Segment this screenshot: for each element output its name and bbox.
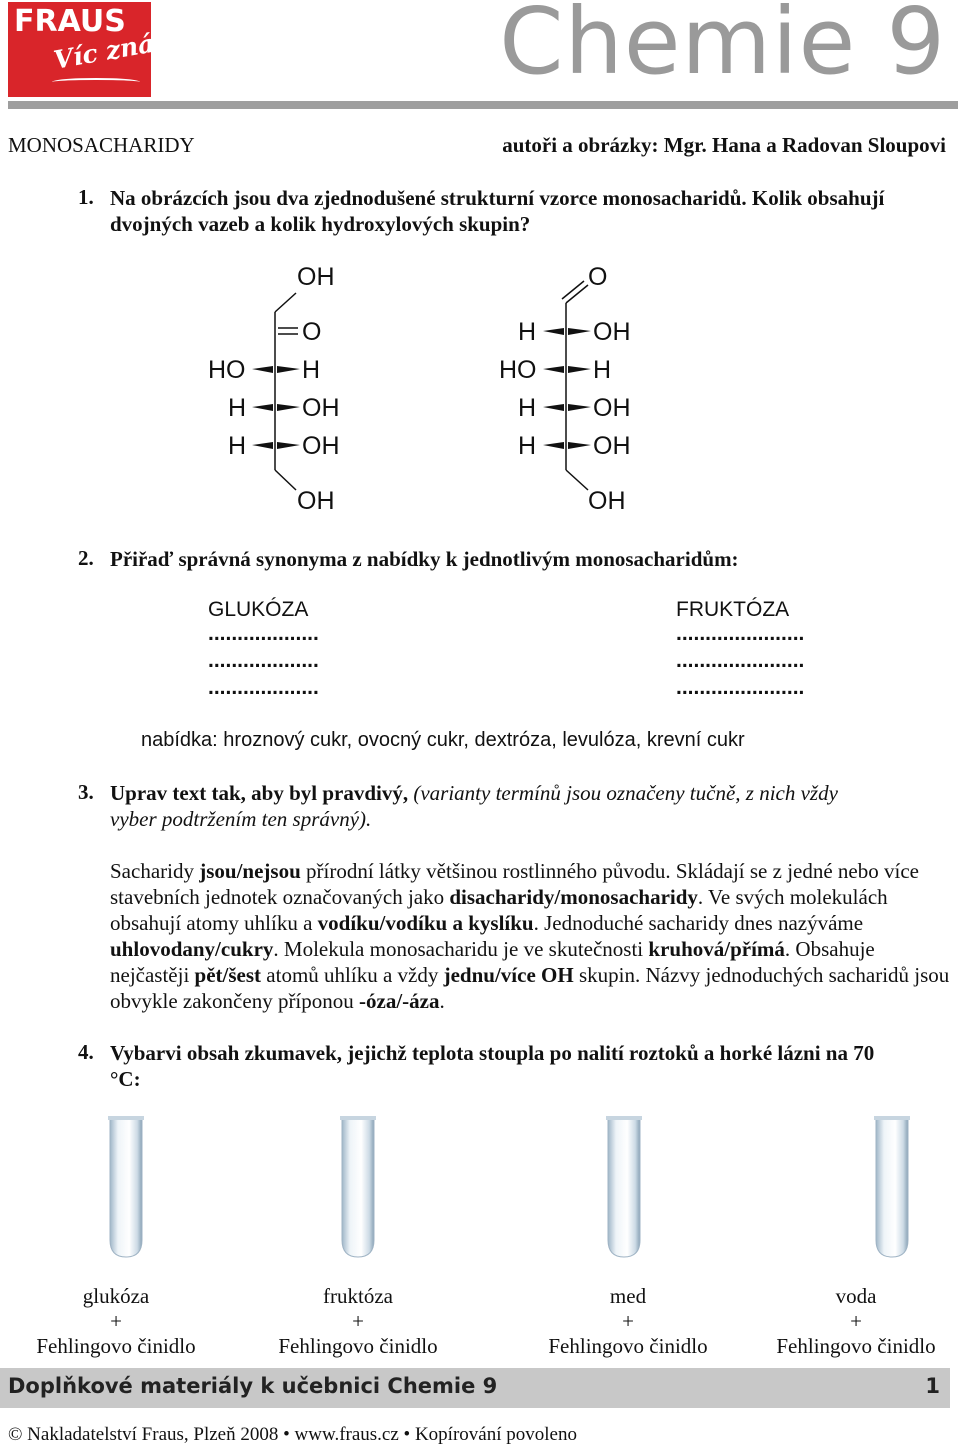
fructose-heading: FRUKTÓZA [676,598,790,621]
mol2-row4-right: OH [593,432,631,460]
mol1-row1-right: H [302,356,321,384]
q3-number: 3. [78,780,94,804]
mol2-top-group: O [588,263,608,291]
book-title: Chemie 9 [499,0,946,95]
tube-label-fructose [258,1284,458,1359]
q3-paragraph [110,858,950,1014]
test-tube-glucose[interactable] [108,1116,144,1257]
test-tube-fructose[interactable] [340,1116,376,1257]
mol2-row4-left: H [518,432,537,460]
copyright: © Nakladatelství Fraus, Plzeň 2008 • www.fraus.cz • Kopírování povoleno [8,1424,577,1445]
mol2-row1-left: H [518,318,537,346]
mol2-row3-left: H [518,394,537,422]
molecule-bonds [0,0,960,540]
mol1-carbonyl: O [302,318,322,346]
q1-text: Na obrázcích jsou dva zjednodušené strukturní vzorce monosacharidů. Kolik obsahují dvojných vazeb a kolik hydroxylových skupin? [110,186,885,236]
glucose-answer-line-3[interactable]: ................... [208,676,319,699]
tube-label-honey [528,1284,728,1359]
q3-choice-jednu-vice[interactable]: jednu/více OH [443,963,574,987]
mol2-row2-right: H [593,356,612,384]
q3-text-segment: . Jednoduché sacharidy dnes nazýváme [533,911,864,935]
tube-label-water [756,1284,956,1359]
mol1-row1-left: HO [208,356,246,384]
mol2-row2-left: HO [499,356,537,384]
page-number: 1 [925,1374,940,1398]
glucose-answer-line-1[interactable]: ................... [208,622,319,645]
q3-choice-kruhova[interactable]: kruhová/přímá [648,937,785,961]
q2-number: 2. [78,546,94,570]
mol2-bottom-group: OH [588,487,626,515]
q3-text-segment: . Molekula monosacharidu je ve skutečnosti [273,937,649,961]
mol2-row3-right: OH [593,394,631,422]
q3-text-segment: . Ve svých molekulách obsahují atomy uhlíku a [110,885,888,935]
logo-slogan: Víc znát [51,26,168,75]
q4-text: Vybarvi obsah zkumavek, jejichž teplota stoupla po nalití roztoků a horké lázni na 70 °C: [110,1041,875,1091]
glucose-answer-line-2[interactable]: ................... [208,649,319,672]
q4-number: 4. [78,1040,94,1064]
mol2-row1-right: OH [593,318,631,346]
tube-reagent: Fehlingovo činidlo [36,1334,196,1358]
q3-choice-oza-aza[interactable]: -óza/-áza [359,989,440,1013]
tube-substance: med [609,1284,647,1308]
test-tube-honey[interactable] [606,1116,642,1257]
tube-substance: glukóza [82,1284,150,1308]
q3-text-segment: přírodní látky většinou rostlinného původu. Skládají se z jedné nebo více stavebních jednotek označovaných jako [110,859,919,909]
mol1-row2-left: H [228,394,247,422]
mol1-row3-right: OH [302,432,340,460]
q3-choice-pet-sest[interactable]: pět/šest [194,963,262,987]
q3-text-segment: . [439,989,445,1013]
tube-plus: + [850,1309,862,1333]
test-tube-water[interactable] [874,1116,910,1257]
mol1-row2-right: OH [302,394,340,422]
q3-text-segment: skupin. Názvy jednoduchých sacharidů jsou obvykle zakončeny příponou [110,963,950,1013]
tube-label-glucose [16,1284,216,1359]
q3-choice-uhlovodany[interactable]: uhlovodany/cukry [110,937,274,961]
q3-instruction [110,780,870,832]
q3-text-segment: Sacharidy [110,859,200,883]
tube-reagent: Fehlingovo činidlo [548,1334,708,1358]
q3-choice-disacharidy[interactable]: disacharidy/monosacharidy [449,885,698,909]
fructose-answer-line-3[interactable]: ...................... [676,676,805,699]
footer-title: Doplňkové materiály k učebnici Chemie 9 [8,1374,498,1398]
synonym-offer: nabídka: hroznový cukr, ovocný cukr, dextróza, levulóza, krevní cukr [141,729,745,751]
q3-choice-jsou-nejsou[interactable]: jsou/nejsou [199,859,301,883]
tube-substance: voda [835,1284,877,1308]
q2-text: Přiřaď správná synonyma z nabídky k jednotlivým monosacharidům: [110,547,739,571]
glucose-heading: GLUKÓZA [208,598,309,621]
fructose-answer-line-2[interactable]: ...................... [676,649,805,672]
tube-plus: + [352,1309,364,1333]
tube-plus: + [622,1309,634,1333]
authors: autoři a obrázky: Mgr. Hana a Radovan Sloupovi [502,133,946,157]
section-title: MONOSACHARIDY [8,133,195,157]
mol1-bottom-group: OH [297,487,335,515]
q3-instruction-bold: Uprav text tak, aby byl pravdivý, [110,781,409,805]
q1-number: 1. [78,185,94,209]
tube-substance: fruktóza [323,1284,393,1308]
mol1-top-group: OH [297,263,335,291]
mol1-row3-left: H [228,432,247,460]
q3-text-segment: atomů uhlíku a vždy [261,963,444,987]
tube-reagent: Fehlingovo činidlo [278,1334,438,1358]
fructose-answer-line-1[interactable]: ...................... [676,622,805,645]
test-tubes [0,1110,960,1270]
logo-brand: FRAUS [14,4,126,39]
tube-reagent: Fehlingovo činidlo [776,1334,936,1358]
q3-text-segment: . Obsahuje nejčastěji [110,937,875,987]
q3-choice-vodiku[interactable]: vodíku/vodíku a kyslíku [317,911,534,935]
q3-instruction-italic: (varianty termínů jsou označeny tučně, z nich vždy vyber podtržením ten správný). [110,781,838,831]
tube-plus: + [110,1309,122,1333]
